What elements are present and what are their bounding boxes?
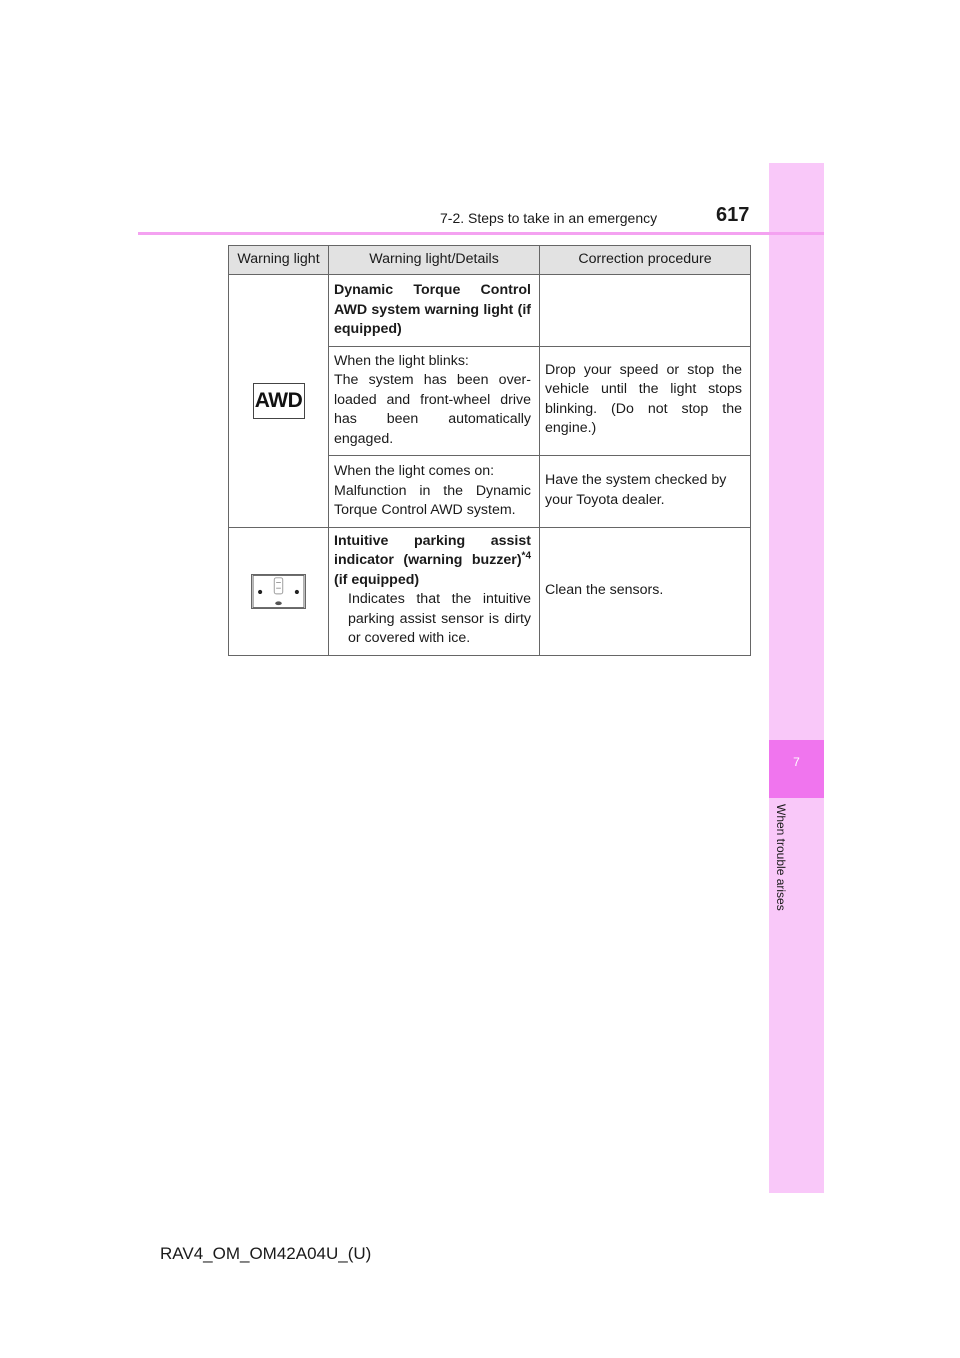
table-row <box>229 527 751 655</box>
awd-warning-icon: AWD <box>253 383 305 419</box>
parking-icon-cell <box>229 527 329 655</box>
column-header-correction: Correction procedure <box>540 246 751 275</box>
parking-assist-correction: Clean the sensors. <box>540 527 751 655</box>
awd-title: Dynamic Torque Control AWD system warning light (if equipped) <box>329 275 540 347</box>
awd-on-correction: Have the system checked by your Toyota dealer. <box>540 456 751 528</box>
parking-assist-sensor-icon <box>251 574 306 609</box>
parking-assist-note-mark: *4 <box>521 550 531 562</box>
warning-light-table <box>228 245 751 656</box>
column-header-warning-light: Warning light <box>229 246 329 275</box>
awd-on-detail: When the light comes on: Malfunction in the Dynamic Torque Control AWD system. <box>329 456 540 528</box>
chapter-number: 7 <box>793 755 800 769</box>
parking-assist-detail <box>329 527 540 655</box>
awd-title-correction-empty <box>540 275 751 347</box>
awd-icon-cell <box>229 275 329 528</box>
parking-assist-title: Intuitive parking assist indicator (warning buzzer) <box>334 532 531 568</box>
table-header-row <box>229 246 751 275</box>
awd-blink-correction: Drop your speed or stop the vehicle until the light stops blinking. (Do not stop the engine.) <box>540 346 751 456</box>
chapter-number-box <box>769 740 824 798</box>
column-header-details: Warning light/Details <box>329 246 540 275</box>
parking-assist-description: Indicates that the intuitive parking assist sensor is dirty or covered with ice. <box>348 591 531 646</box>
chapter-side-tab <box>769 163 824 1193</box>
section-header: 7-2. Steps to take in an emergency <box>440 210 658 226</box>
header-divider <box>138 232 824 235</box>
parking-assist-equipped: (if equipped) <box>334 571 420 588</box>
chapter-title: When trouble arises <box>774 804 788 911</box>
page-number: 617 <box>716 204 750 226</box>
document-code: RAV4_OM_OM42A04U_(U) <box>160 1244 372 1263</box>
table-row <box>229 275 751 347</box>
awd-blink-detail: When the light blinks: The system has been over-loaded and front-wheel drive has been automatically engaged. <box>329 346 540 456</box>
